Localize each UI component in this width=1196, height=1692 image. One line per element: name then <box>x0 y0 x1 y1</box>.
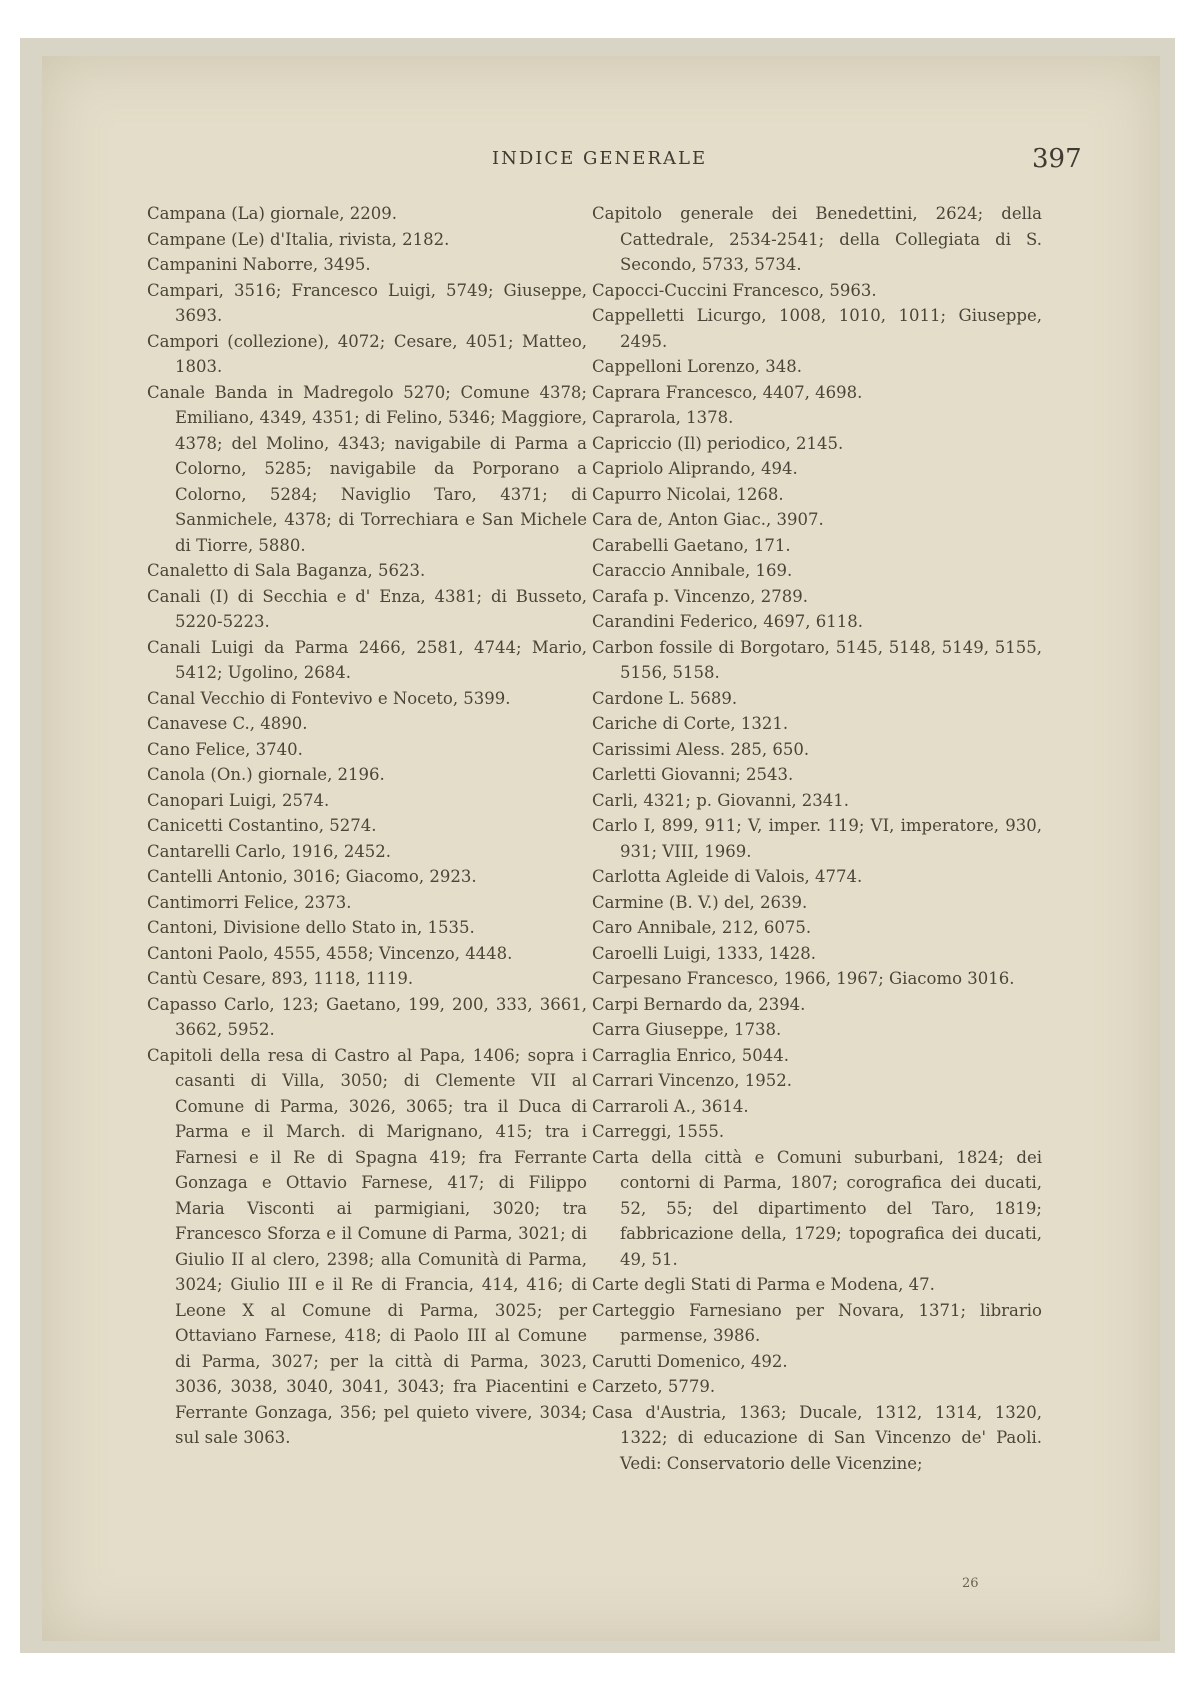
index-entry: Carte degli Stati di Parma e Modena, 47. <box>592 1275 935 1294</box>
index-entry: Capasso Carlo, 123; Gaetano, 199, 200, 333, 3661, 3662, 5952. <box>147 994 587 1039</box>
index-entry: Capitoli della resa di Castro al Papa, 1406; sopra i casanti di Villa, 3050; di Clemente VII al Comune di Parma, 3026, 3065; tra il Duca di Parma e il March. di Marignano, 415; tra i Farnesi e il Re di Spagna 419; fra Ferrante Gonzaga e Ottavio Farnese, 417; di Filippo Maria Visconti ai parmigiani, 3020; tra Francesco Sforza e il Comune di Parma, 3021; di Giulio II al clero, 2398; alla Comunità di Parma, 3024; Giulio III e il Re di Francia, 414, 416; di Leone X al Comune di Parma, 3025; per Ottaviano Farnese, 418; di Paolo III al Comune di Parma, 3027; per la città di Parma, 3023, 3036, 3038, 3040, 3041, 3043; fra Piacentini e Ferrante Gonzaga, 356; pel quieto vivere, 3034; sul sale 3063. <box>147 1045 587 1447</box>
index-entry: Carli, 4321; p. Giovanni, 2341. <box>592 790 850 810</box>
index-entry: Cantoni Paolo, 4555, 4558; Vincenzo, 4448. <box>147 943 513 963</box>
index-entry: Canopari Luigi, 2574. <box>147 790 330 810</box>
index-entry: Cariche di Corte, 1321. <box>592 714 789 733</box>
index-entry: Canicetti Costantino, 5274. <box>147 816 377 835</box>
index-entry: Cantoni, Divisione dello Stato in, 1535. <box>147 918 475 937</box>
index-entry: Cantimorri Felice, 2373. <box>147 892 352 912</box>
printer-signature: 26 <box>962 1576 979 1591</box>
index-entry: Campane (Le) d'Italia, rivista, 2182. <box>147 229 450 249</box>
index-entry: Campori (collezione), 4072; Cesare, 4051; Matteo, 1803. <box>147 331 587 376</box>
index-entry: Cantelli Antonio, 3016; Giacomo, 2923. <box>147 867 477 886</box>
index-entry: Capriolo Aliprando, 494. <box>592 459 798 478</box>
index-entry: Caroelli Luigi, 1333, 1428. <box>592 943 817 963</box>
index-entry: Cantarelli Carlo, 1916, 2452. <box>147 841 392 861</box>
index-entry: Capocci-Cuccini Francesco, 5963. <box>592 280 877 300</box>
index-entry: Canal Vecchio di Fontevivo e Noceto, 5399. <box>147 688 511 708</box>
index-entry: Carlotta Agleide di Valois, 4774. <box>592 867 863 886</box>
index-entry: Cantù Cesare, 893, 1118, 1119. <box>147 969 414 988</box>
index-column-right <box>592 201 1042 1476</box>
index-entry: Cardone L. 5689. <box>592 688 738 708</box>
page-sheet <box>42 56 1160 1641</box>
index-entry: Carrari Vincenzo, 1952. <box>592 1071 792 1090</box>
index-entry: Carra Giuseppe, 1738. <box>592 1020 782 1039</box>
index-entry: Canale Banda in Madregolo 5270; Comune 4378; Emiliano, 4349, 4351; di Felino, 5346; Maggiore, 4378; del Molino, 4343; navigabile di Parma a Colorno, 5285; navigabile da Porporano a Colorno, 5284; Naviglio Taro, 4371; di Sanmichele, 4378; di Torrechiara e San Michele di Tiorre, 5880. <box>147 382 587 555</box>
index-entry: Caprarola, 1378. <box>592 408 734 427</box>
index-entry: Carandini Federico, 4697, 6118. <box>592 612 863 631</box>
index-entry: Campana (La) giornale, 2209. <box>147 204 398 223</box>
index-entry: Canola (On.) giornale, 2196. <box>147 765 385 784</box>
scan-background <box>20 38 1175 1653</box>
index-entry: Capitolo generale dei Benedettini, 2624; della Cattedrale, 2534-2541; della Collegiata di S. Secondo, 5733, 5734. <box>592 204 1042 274</box>
index-entry: Carbon fossile di Borgotaro, 5145, 5148, 5149, 5155, 5156, 5158. <box>592 637 1042 682</box>
index-entry: Caro Annibale, 212, 6075. <box>592 918 812 937</box>
index-entry: Carlo I, 899, 911; V, imper. 119; VI, imperatore, 930, 931; VIII, 1969. <box>592 816 1042 861</box>
index-entry: Capriccio (Il) periodico, 2145. <box>592 433 844 453</box>
index-entry: Campari, 3516; Francesco Luigi, 5749; Giuseppe, 3693. <box>147 280 587 325</box>
index-entry: Carissimi Aless. 285, 650. <box>592 739 810 759</box>
index-entry: Carabelli Gaetano, 171. <box>592 535 791 555</box>
index-entry: Capurro Nicolai, 1268. <box>592 484 784 504</box>
index-entry: Caprara Francesco, 4407, 4698. <box>592 382 863 402</box>
page-number: 397 <box>1032 144 1082 174</box>
index-entry: Cano Felice, 3740. <box>147 739 303 759</box>
index-entry: Canavese C., 4890. <box>147 714 308 733</box>
index-column-left <box>147 201 587 1451</box>
index-entry: Carutti Domenico, 492. <box>592 1351 788 1371</box>
index-entry: Cappelloni Lorenzo, 348. <box>592 357 803 376</box>
index-entry: Canaletto di Sala Baganza, 5623. <box>147 561 426 580</box>
index-entry: Carteggio Farnesiano per Novara, 1371; librario parmense, 3986. <box>592 1300 1042 1345</box>
index-entry: Campanini Naborre, 3495. <box>147 255 371 274</box>
index-entry: Carraroli A., 3614. <box>592 1096 749 1116</box>
index-entry: Carpi Bernardo da, 2394. <box>592 994 806 1014</box>
index-entry: Cappelletti Licurgo, 1008, 1010, 1011; Giuseppe, 2495. <box>592 306 1042 351</box>
index-entry: Caraccio Annibale, 169. <box>592 561 793 580</box>
index-entry: Carreggi, 1555. <box>592 1122 725 1141</box>
index-entry: Canali Luigi da Parma 2466, 2581, 4744; Mario, 5412; Ugolino, 2684. <box>147 637 587 682</box>
index-entry: Carta della città e Comuni suburbani, 1824; dei contorni di Parma, 1807; corografica dei ducati, 52, 55; del dipartimento del Taro, 1819; fabbricazione della, 1729; topografica dei ducati, 49, 51. <box>592 1147 1042 1269</box>
index-entry: Canali (I) di Secchia e d' Enza, 4381; di Busseto, 5220-5223. <box>147 586 587 631</box>
index-entry: Casa d'Austria, 1363; Ducale, 1312, 1314, 1320, 1322; di educazione di San Vincenzo de' Paoli. Vedi: Conservatorio delle Vicenzine; <box>592 1402 1042 1473</box>
index-entry: Carmine (B. V.) del, 2639. <box>592 892 808 912</box>
index-entry: Carraglia Enrico, 5044. <box>592 1045 790 1065</box>
index-entry: Carafa p. Vincenzo, 2789. <box>592 586 808 606</box>
index-entry: Carletti Giovanni; 2543. <box>592 765 794 784</box>
index-entry: Cara de, Anton Giac., 3907. <box>592 510 824 529</box>
index-entry: Carzeto, 5779. <box>592 1377 716 1396</box>
index-entry: Carpesano Francesco, 1966, 1967; Giacomo 3016. <box>592 969 1015 988</box>
running-title: INDICE GENERALE <box>492 148 708 169</box>
